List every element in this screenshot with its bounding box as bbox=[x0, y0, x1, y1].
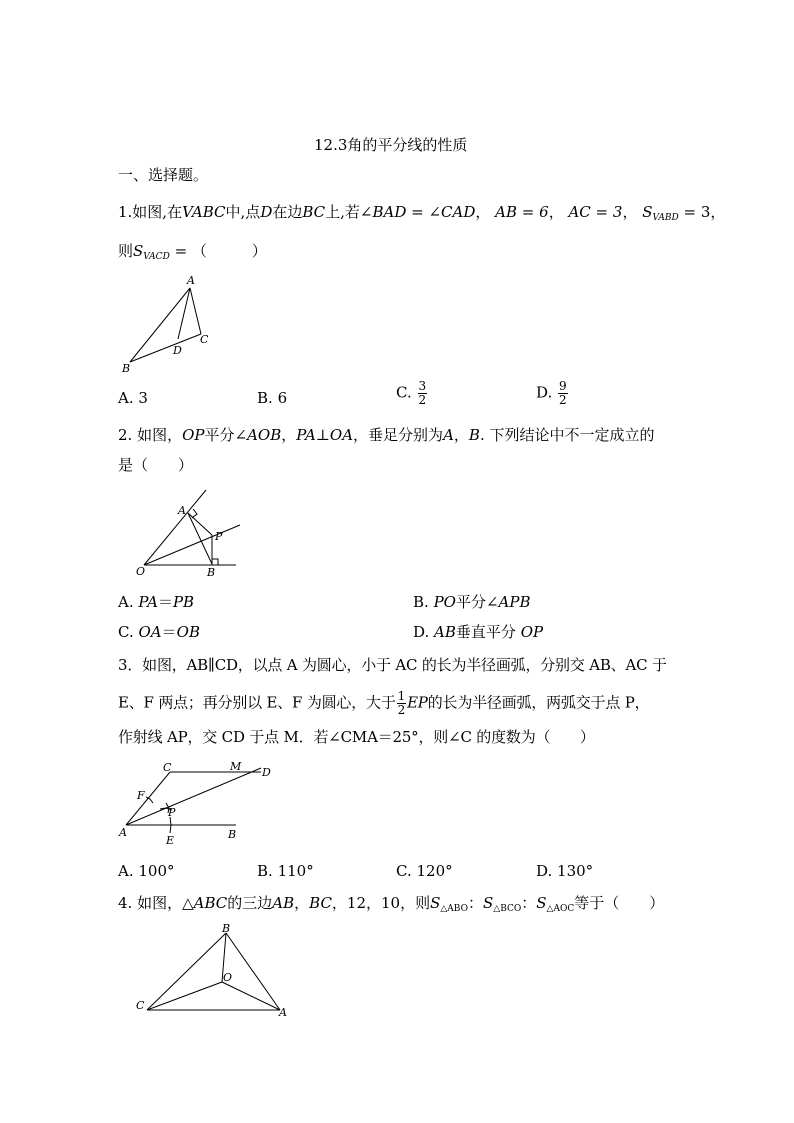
q1-option-a-value: 3 bbox=[138, 389, 148, 407]
q2-option-d-mid: 垂直平分 bbox=[455, 623, 516, 641]
q2-option-c[interactable] bbox=[118, 623, 200, 641]
q4-s2-sub: △BCO bbox=[493, 904, 522, 914]
q2-option-a-label: A. bbox=[118, 593, 134, 611]
q1-stem-line2 bbox=[118, 242, 267, 266]
q3-option-c-value: 120° bbox=[416, 862, 453, 880]
q1-area-sub: VABD bbox=[652, 213, 679, 223]
q2-ray-op bbox=[144, 525, 240, 565]
q2-option-a-mid: ＝ bbox=[157, 593, 173, 611]
q1-area-value: = 3 bbox=[683, 203, 711, 221]
q2-text-a: 2. 如图， bbox=[118, 426, 183, 444]
q3-label-f: F bbox=[137, 789, 145, 802]
q4-text-b: 的三边 bbox=[227, 894, 273, 912]
q3-frac-den: 2 bbox=[397, 703, 406, 717]
q2-text-f: ， bbox=[453, 426, 469, 444]
q2-label-o: O bbox=[136, 565, 146, 578]
q2-label-a: A bbox=[178, 504, 186, 517]
q2-point-a: A bbox=[443, 426, 454, 444]
q2-oa: OA bbox=[329, 426, 354, 444]
q4-s3: S bbox=[536, 894, 547, 912]
q1-point: D bbox=[260, 203, 273, 221]
q2-option-b[interactable] bbox=[413, 593, 531, 611]
q2-label-b: B bbox=[207, 566, 216, 579]
q4-stem bbox=[118, 894, 664, 918]
q1-label-c: C bbox=[200, 333, 209, 346]
q1-line2-s: S bbox=[133, 242, 144, 260]
q1-option-c-den: 2 bbox=[418, 393, 427, 407]
q1-text-c: 在边 bbox=[272, 203, 303, 221]
q3-frac-num: 1 bbox=[397, 689, 406, 703]
q3-line2-a: E、F 两点；再分别以 E、F 为圆心，大于 bbox=[118, 693, 396, 712]
q2-option-a-v2: PB bbox=[172, 593, 195, 611]
q2-segment-pa bbox=[188, 513, 212, 535]
q4-ab: AB bbox=[272, 894, 295, 912]
q1-line2-b: = （ ） bbox=[174, 242, 267, 260]
q4-segment-ao bbox=[222, 982, 280, 1010]
q1-label-a: A bbox=[187, 274, 195, 287]
q3-option-b[interactable] bbox=[257, 862, 314, 880]
q3-figure bbox=[116, 755, 286, 850]
q4-edge-bc bbox=[147, 933, 226, 1010]
q2-right-angle-a bbox=[192, 509, 197, 518]
q2-aob: AOB bbox=[247, 426, 282, 444]
q2-option-d-v2: OP bbox=[520, 623, 544, 641]
q3-stem-line3: 作射线 AP，交 CD 于点 M．若∠CMA＝25°，则∠C 的度数为（ ） bbox=[118, 728, 595, 746]
q4-text-a: 4. 如图，△ bbox=[118, 894, 194, 912]
q4-s2: S bbox=[483, 894, 494, 912]
q2-option-c-label: C. bbox=[118, 623, 134, 641]
q1-option-d-num: 9 bbox=[559, 379, 567, 393]
q3-option-b-value: 110° bbox=[277, 862, 314, 880]
q4-bc: BC bbox=[309, 894, 332, 912]
q2-option-b-v2: APB bbox=[498, 593, 531, 611]
q3-label-c: C bbox=[163, 761, 172, 774]
q2-point-b: B bbox=[468, 426, 480, 444]
q1-edge-bc bbox=[130, 334, 201, 362]
q3-option-b-label: B. bbox=[257, 862, 273, 880]
q4-sep2: ： bbox=[521, 894, 537, 912]
q1-triangle: VABC bbox=[182, 203, 226, 221]
q1-option-c-fraction bbox=[418, 380, 428, 407]
q3-label-d: D bbox=[262, 766, 271, 779]
q1-figure bbox=[116, 272, 226, 376]
section-heading: 一、选择题。 bbox=[118, 166, 209, 184]
q2-right-angle-b bbox=[212, 559, 218, 565]
q1-option-d-den: 2 bbox=[559, 393, 567, 407]
q1-option-d-fraction bbox=[558, 380, 568, 407]
q4-segment-co bbox=[147, 982, 222, 1010]
q3-ray-ap bbox=[126, 768, 261, 825]
page-title: 12.3角的平分线的性质 bbox=[314, 136, 468, 154]
q3-option-a-label: A. bbox=[118, 862, 134, 880]
q3-label-m: M bbox=[230, 760, 242, 773]
q4-sep1: ： bbox=[467, 894, 483, 912]
q2-option-c-v2: OB bbox=[176, 623, 200, 641]
q4-text-c: ， bbox=[294, 894, 310, 912]
q2-figure bbox=[130, 485, 245, 580]
q2-op: OP bbox=[182, 426, 205, 444]
q1-option-a[interactable] bbox=[118, 389, 148, 407]
q4-figure bbox=[130, 918, 295, 1023]
q1-line2-a: 则 bbox=[118, 242, 134, 260]
q1-option-b-label: B. bbox=[257, 389, 273, 407]
q4-s3-sub: △AOC bbox=[546, 904, 575, 914]
q2-text-d: ⊥ bbox=[315, 426, 330, 444]
q1-cond3: AC = 3 bbox=[568, 203, 623, 221]
q2-option-a[interactable] bbox=[118, 593, 194, 611]
q1-line2-sub: VACD bbox=[143, 252, 170, 262]
q1-option-d-label: D. bbox=[536, 383, 553, 402]
q1-area-label: S bbox=[642, 203, 653, 221]
q4-text-e: 等于（ ） bbox=[574, 894, 665, 912]
q1-option-c-label: C. bbox=[396, 383, 412, 402]
q1-label-b: B bbox=[122, 362, 131, 375]
q2-option-d-v1: AB bbox=[434, 623, 456, 641]
q2-text-e: ，垂足分别为 bbox=[353, 426, 444, 444]
q2-text-b: 平分∠ bbox=[204, 426, 248, 444]
q3-option-d-label: D. bbox=[536, 862, 553, 880]
q2-option-d[interactable] bbox=[413, 623, 543, 641]
q3-option-a-value: 100° bbox=[138, 862, 175, 880]
q1-cond1: ∠BAD = ∠CAD bbox=[359, 203, 476, 221]
q2-option-c-v1: OA bbox=[138, 623, 162, 641]
q4-s1: S bbox=[430, 894, 441, 912]
q3-label-b: B bbox=[228, 828, 237, 841]
q3-line2-b: 的长为半径画弧，两弧交于点 P， bbox=[427, 693, 650, 712]
q4-label-o: O bbox=[223, 971, 233, 984]
q4-s1-sub: △ABO bbox=[440, 904, 468, 914]
q4-label-b: B bbox=[222, 922, 231, 935]
q3-option-d[interactable] bbox=[536, 862, 593, 880]
q1-option-c[interactable] bbox=[396, 380, 428, 407]
q2-label-p: P bbox=[215, 530, 223, 543]
q3-stem-line2 bbox=[118, 690, 649, 717]
q3-fraction bbox=[397, 690, 406, 717]
q3-label-p: P bbox=[168, 806, 176, 819]
q1-side: BC bbox=[302, 203, 326, 221]
q4-text-d: ，12，10，则 bbox=[331, 894, 431, 912]
q1-option-a-label: A. bbox=[118, 389, 134, 407]
q1-stem: 1.如图,在VABC中,点D在边BC上,若∠BAD = ∠CAD， AB = 6， AC = 3， $S_{VABD} = 3$， bbox=[118, 203, 726, 223]
q3-label-e: E bbox=[166, 834, 175, 847]
q4-abc: ABC bbox=[193, 894, 228, 912]
q1-option-b-value: 6 bbox=[277, 389, 288, 407]
q1-text-d: 上,若 bbox=[325, 203, 360, 221]
q3-stem-line1: 3．如图，AB∥CD，以点 A 为圆心，小于 AC 的长为半径画弧，分别交 AB、AC 于 bbox=[118, 656, 667, 674]
q3-ep: EP bbox=[407, 693, 428, 712]
q3-option-c-label: C. bbox=[396, 862, 412, 880]
q4-label-c: C bbox=[136, 999, 145, 1012]
q2-option-b-v1: PO bbox=[433, 593, 456, 611]
q2-option-b-label: B. bbox=[413, 593, 429, 611]
q2-option-c-mid: ＝ bbox=[161, 623, 177, 641]
q1-text-b: 中,点 bbox=[225, 203, 261, 221]
q3-option-d-value: 130° bbox=[557, 862, 594, 880]
q2-stem-line2: 是（ ） bbox=[118, 456, 194, 474]
q2-pa: PA bbox=[296, 426, 316, 444]
q1-option-d[interactable] bbox=[536, 380, 569, 407]
q1-text-a: 1.如图,在 bbox=[118, 203, 183, 221]
q2-option-a-v1: PA bbox=[138, 593, 158, 611]
q2-option-d-label: D. bbox=[413, 623, 430, 641]
q2-ray-oa bbox=[144, 490, 206, 565]
q4-label-a: A bbox=[279, 1006, 287, 1019]
q1-option-c-num: 3 bbox=[418, 379, 427, 393]
q2-text-g: . 下列结论中不一定成立的 bbox=[479, 426, 655, 444]
q2-stem bbox=[118, 426, 655, 444]
q1-cond2: AB = 6 bbox=[495, 203, 549, 221]
q1-label-d: D bbox=[173, 344, 182, 357]
q3-option-c[interactable] bbox=[396, 862, 453, 880]
q1-option-b[interactable] bbox=[257, 389, 287, 407]
q3-option-a[interactable] bbox=[118, 862, 175, 880]
q2-text-c: ， bbox=[281, 426, 297, 444]
q3-label-a: A bbox=[119, 826, 127, 839]
q4-edge-ab bbox=[226, 933, 280, 1010]
q1-edge-ac bbox=[190, 288, 201, 334]
q2-option-b-mid: 平分∠ bbox=[455, 593, 499, 611]
